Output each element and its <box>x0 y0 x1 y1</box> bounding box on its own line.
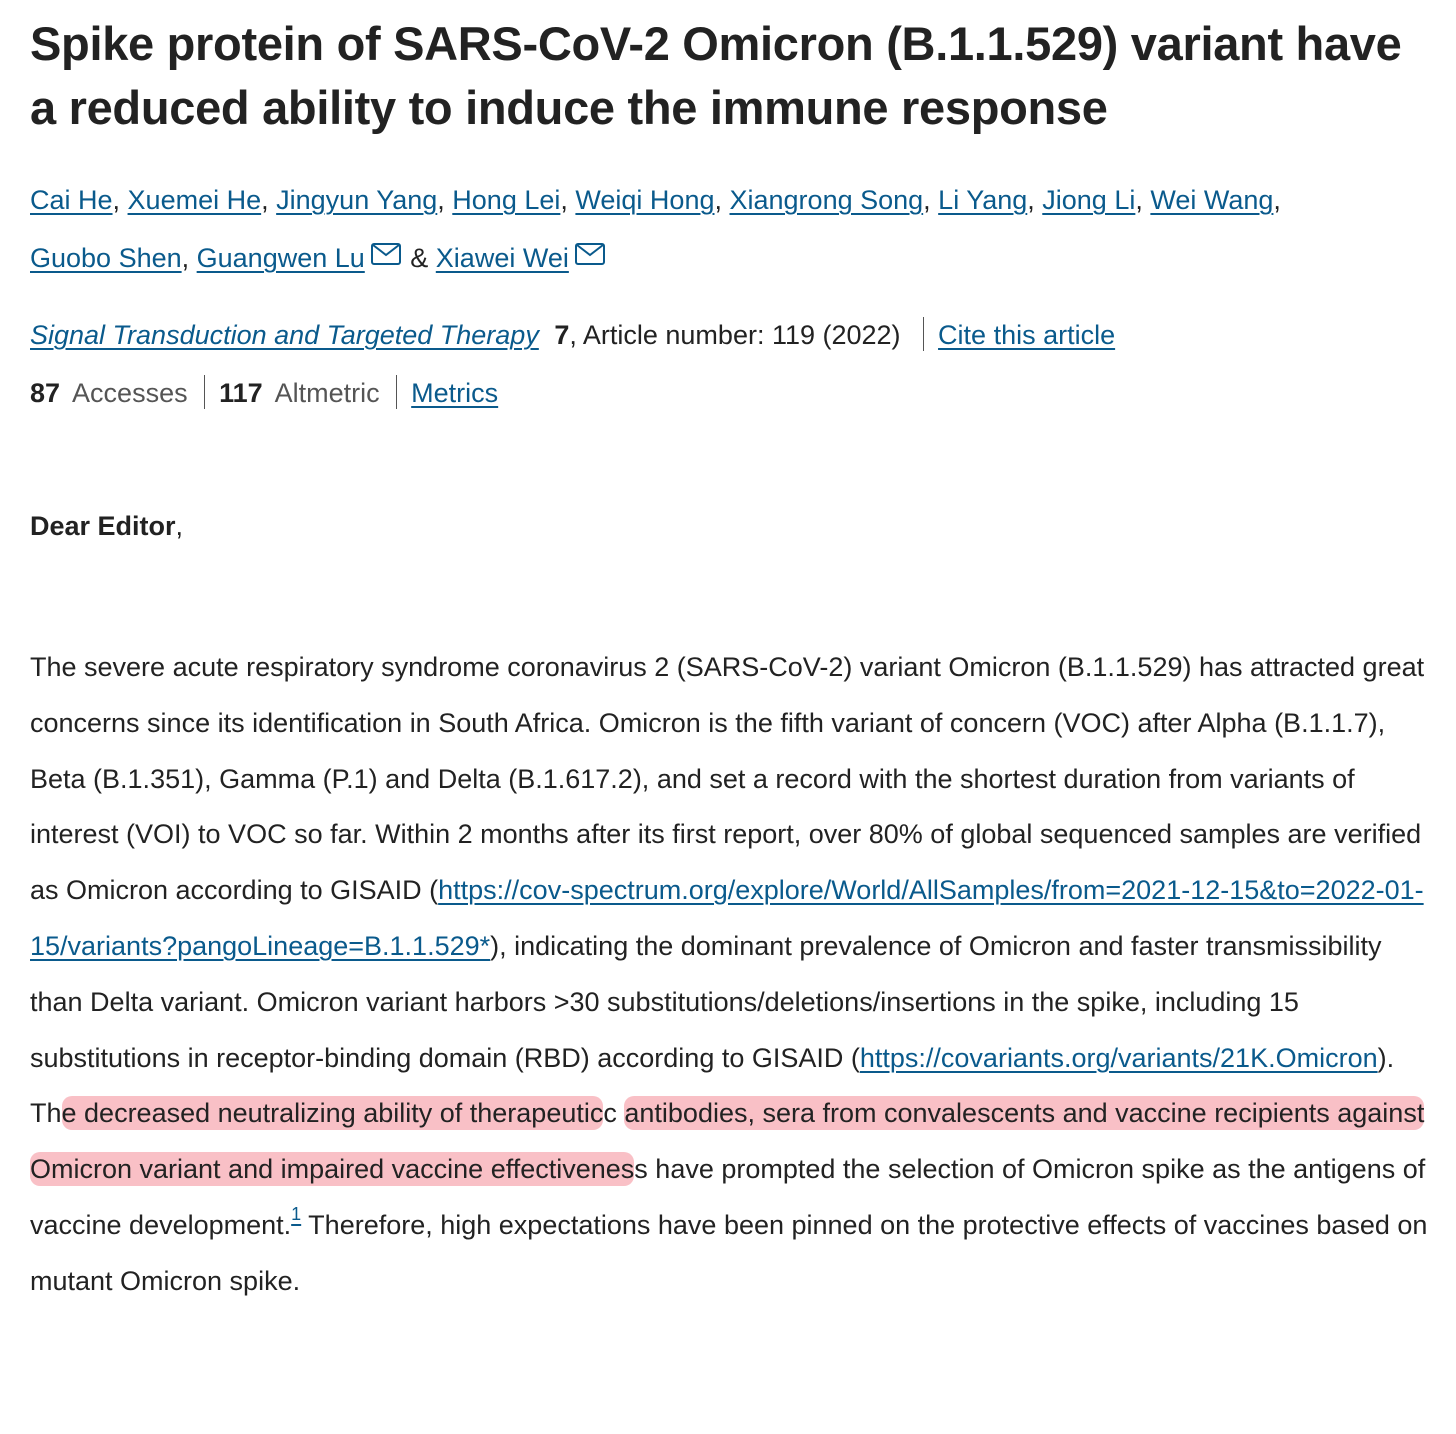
cite-article-link[interactable]: Cite this article <box>938 320 1116 350</box>
accesses-count: 87 <box>30 378 61 408</box>
author-ampersand: & <box>402 243 436 273</box>
email-icon[interactable] <box>575 228 605 284</box>
author-separator: , <box>1273 185 1281 215</box>
author-list <box>30 172 1430 286</box>
author-link[interactable]: Cai He <box>30 185 113 215</box>
author-link[interactable]: Li Yang <box>938 185 1028 215</box>
author-separator: , <box>112 185 128 215</box>
email-icon[interactable] <box>371 228 401 284</box>
journal-link[interactable]: Signal Transduction and Targeted Therapy <box>30 320 539 350</box>
divider <box>396 375 398 409</box>
author-link[interactable]: Wei Wang <box>1150 185 1274 215</box>
footnote-link[interactable]: 1 <box>291 1203 302 1224</box>
author-separator: , <box>560 185 576 215</box>
author-link[interactable]: Weiqi Hong <box>575 185 715 215</box>
author-separator: , <box>181 243 197 273</box>
cov-spectrum-link[interactable]: https://cov-spectrum.org/explore/World/AllSamples/from=2021-12-15&to=2022-01-15/variants?pangoLineage=B.1.1.529* <box>30 875 1424 961</box>
divider <box>923 317 925 351</box>
author-separator: , <box>923 185 939 215</box>
author-link[interactable]: Jiong Li <box>1042 185 1136 215</box>
body-text-segment: c <box>603 1098 625 1129</box>
body-text-segment: s have prompted the selection of Omicron spike as the antigens of vaccine development. <box>30 1154 1426 1240</box>
divider <box>204 375 206 409</box>
highlighted-text: e decreased neutralizing ability of therapeutic <box>61 1098 604 1129</box>
body-text-segment: ). Th <box>30 1042 1395 1129</box>
author-link[interactable]: Hong Lei <box>452 185 561 215</box>
author-separator: , <box>1027 185 1043 215</box>
author-link[interactable]: Guangwen Lu <box>196 243 365 273</box>
body-text-segment: ), indicating the dominant prevalence of Omicron and faster transmissibility than Delta variant. Omicron variant harbors >30 substitutions/deletions/insertions in the spike, including 15 substitutions in receptor-binding domain (RBD) according to GISAID ( <box>30 930 1382 1073</box>
altmetric-label: Altmetric <box>274 378 380 408</box>
author-link[interactable]: Guobo Shen <box>30 243 182 273</box>
greeting-text: Dear Editor <box>30 511 176 541</box>
metrics-bar <box>30 371 498 415</box>
citation-line <box>30 313 1115 357</box>
metrics-link[interactable]: Metrics <box>411 378 499 408</box>
greeting-punctuation: , <box>175 511 184 541</box>
highlighted-text: antibodies, sera from convalescents and vaccine recipients against Omicron variant and impaired vaccine effectivenes <box>30 1098 1425 1185</box>
author-separator: , <box>437 185 453 215</box>
altmetric-count: 117 <box>219 378 263 408</box>
article-title: Spike protein of SARS-CoV-2 Omicron (B.1.1.529) variant have a reduced ability to induce the immune response <box>30 17 1402 134</box>
author-separator: , <box>261 185 277 215</box>
author-link[interactable]: Jingyun Yang <box>276 185 438 215</box>
author-link[interactable]: Xiangrong Song <box>729 185 924 215</box>
greeting <box>30 504 183 548</box>
body-text-segment: The severe acute respiratory syndrome coronavirus 2 (SARS-CoV-2) variant Omicron (B.1.1.529) has attracted great concerns since its identification in South Africa. Omicron is the fifth variant of concern (VOC) after Alpha (B.1.1.7), Beta (B.1.351), Gamma (P.1) and Delta (B.1.617.2), and set a record with the shortest duration from variants of interest (VOI) to VOC so far. Within 2 months after its first report, over 80% of global sequenced samples are verified as Omicron according to GISAID ( <box>30 652 1425 906</box>
body-paragraph <box>30 640 1430 1310</box>
article-number: , Article number: 119 (2022) <box>569 320 901 350</box>
accesses-label: Accesses <box>72 378 188 408</box>
body-text-segment: Therefore, high expectations have been pinned on the protective effects of vaccines based on mutant Omicron spike. <box>30 1209 1428 1296</box>
author-separator: , <box>1135 185 1151 215</box>
author-link[interactable]: Xiawei Wei <box>435 243 569 273</box>
author-separator: , <box>714 185 730 215</box>
author-link[interactable]: Xuemei He <box>127 185 262 215</box>
journal-volume: 7 <box>554 320 570 350</box>
covariants-link[interactable]: https://covariants.org/variants/21K.Omicron <box>859 1042 1378 1073</box>
